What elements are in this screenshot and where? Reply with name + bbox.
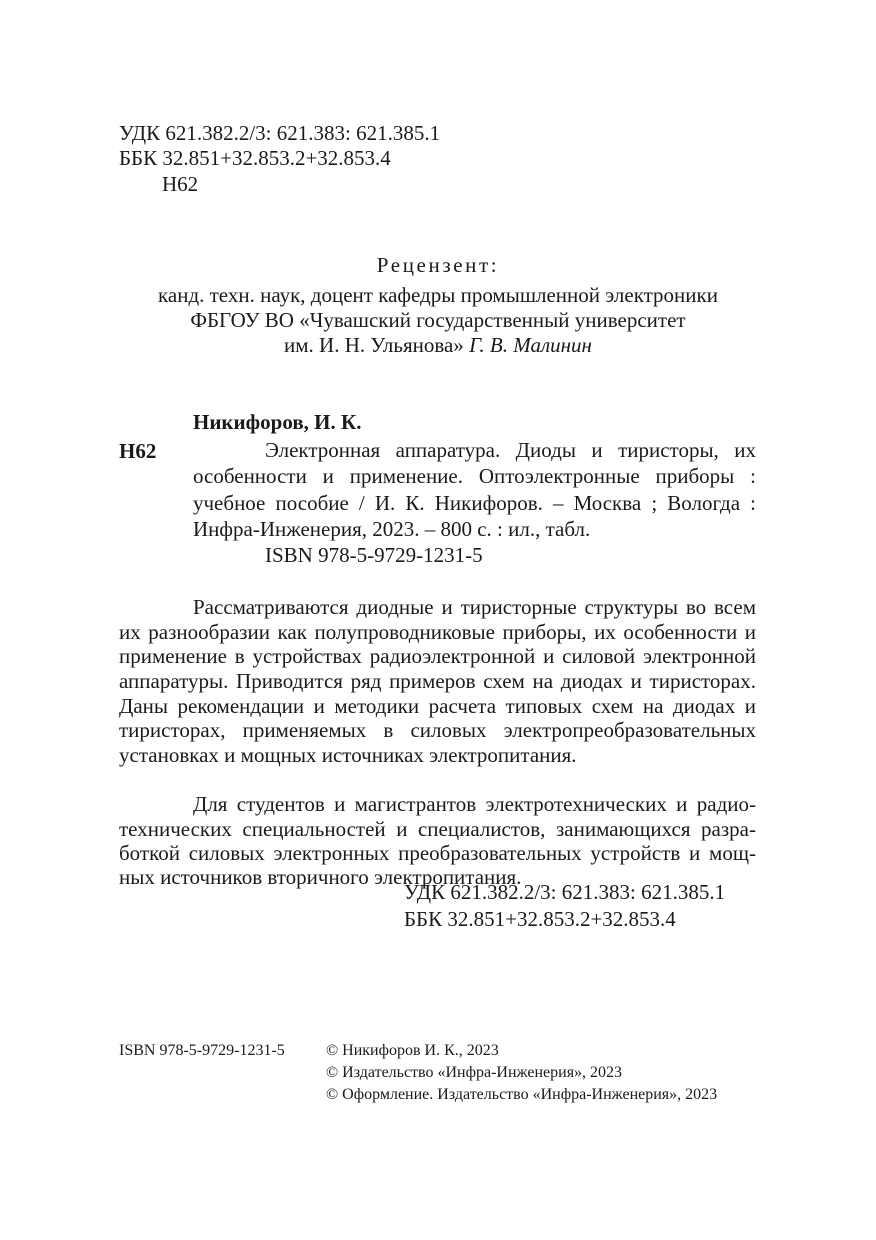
copyright-line: © Издательство «Инфра-Инженерия», 2023 — [326, 1064, 623, 1081]
reviewer-name: Г. В. Малинин — [469, 333, 592, 357]
copyright-isbn: ISBN 978-5-9729-1231-5 — [119, 1042, 285, 1059]
abstract-line: применение в устройствах радиоэлектронной и силовой электронной — [119, 644, 756, 668]
bibliographic-line: Электронная аппаратура. Диоды и тиристоры, их — [265, 438, 756, 462]
author-code-top: Н62 — [162, 172, 199, 196]
audience-line: боткой силовых электронных преобразовательных устройств и мощ- — [119, 841, 756, 865]
abstract-line: аппаратуры. Приводится ряд примеров схем на диодах и тиристорах. — [119, 669, 756, 693]
copyright-line: © Никифоров И. К., 2023 — [326, 1042, 499, 1059]
copyright-line: © Оформление. Издательство «Инфра-Инженерия», 2023 — [326, 1086, 718, 1103]
abstract-line: установках и мощных источниках электропитания. — [119, 743, 577, 767]
reviewer-label: Рецензент: — [376, 253, 500, 277]
udk-code-top: УДК 621.382.2/3: 621.383: 621.385.1 — [119, 121, 441, 145]
abstract-line: Даны рекомендации и методики расчета типовых схем на диодах и — [119, 694, 756, 718]
reviewer-line-3 — [0, 333, 876, 357]
abstract-line: их разнообразии как полупроводниковые приборы, их особенности и — [119, 620, 756, 644]
audience-line: технических специальностей и специалистов, занимающихся разра- — [119, 817, 756, 841]
audience-line: ных источников вторичного электропитания. — [119, 865, 522, 889]
udk-code-bottom: УДК 621.382.2/3: 621.383: 621.385.1 — [404, 880, 726, 904]
audience-line: Для студентов и магистрантов электротехнических и радио- — [193, 792, 756, 816]
abstract-line: Рассматриваются диодные и тиристорные структуры во всем — [193, 595, 756, 619]
bibliographic-isbn: ISBN 978-5-9729-1231-5 — [265, 543, 483, 567]
bibliographic-code: Н62 — [119, 439, 157, 463]
reviewer-line-2: ФБГОУ ВО «Чувашский государственный университет — [190, 308, 686, 332]
reviewer-line-1: канд. техн. наук, доцент кафедры промышленной электроники — [158, 283, 718, 307]
reviewer-affiliation: им. И. Н. Ульянова» — [284, 333, 464, 357]
bibliographic-author: Никифоров, И. К. — [193, 410, 362, 434]
abstract-line: тиристорах, применяемых в силовых электропреобразовательных — [119, 718, 756, 742]
bibliographic-line: Инфра-Инженерия, 2023. – 800 с. : ил., табл. — [193, 517, 591, 541]
bbk-code-top: ББК 32.851+32.853.2+32.853.4 — [119, 146, 391, 170]
bibliographic-line: особенности и применение. Оптоэлектронные приборы : — [193, 464, 756, 488]
bbk-code-bottom: ББК 32.851+32.853.2+32.853.4 — [404, 907, 676, 931]
bibliographic-line: учебное пособие / И. К. Никифоров. – Москва ; Вологда : — [193, 491, 756, 515]
